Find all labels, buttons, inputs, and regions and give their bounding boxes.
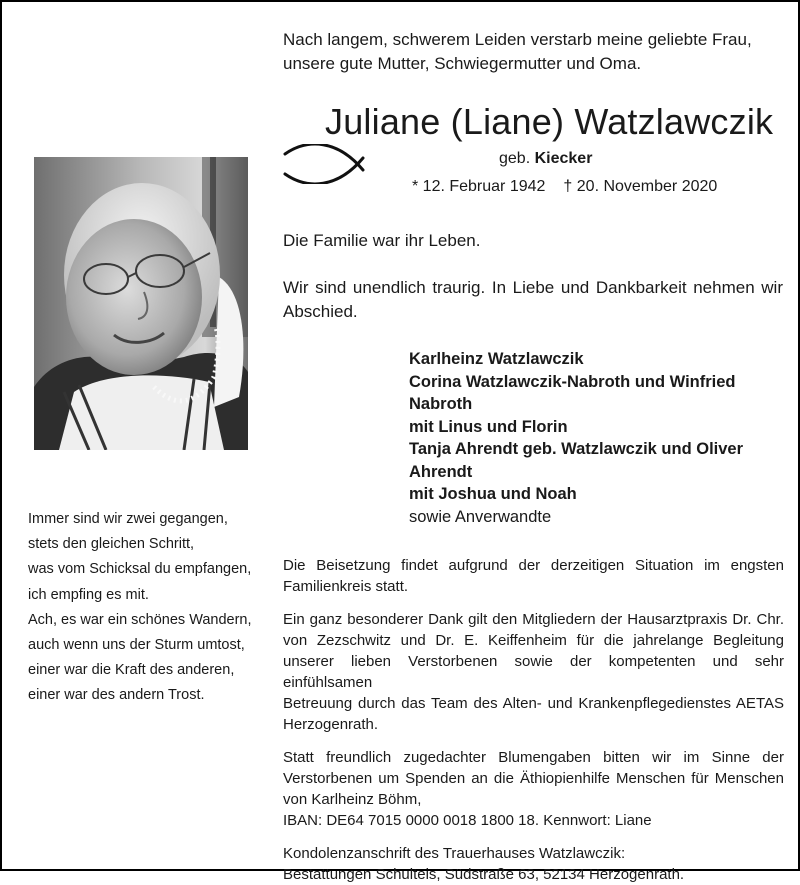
deceased-name: Juliane (Liane) Watzlawczik <box>325 101 774 142</box>
poem-line: Immer sind wir zwei gegangen, <box>28 511 228 527</box>
intro-line: Nach langem, schwerem Leiden verstarb meine geliebte Frau, <box>283 30 752 49</box>
mourner-line: mit Linus und Florin <box>409 417 568 436</box>
notice-line: IBAN: DE64 7015 0000 0018 1800 18. Kennwort: Liane <box>283 812 652 829</box>
notice-line: unserer lieben Verstorbenen sowie der kompetenten und sehr einfühlsamen <box>283 653 784 691</box>
donation-notice <box>283 747 784 831</box>
thanks-notice <box>283 609 784 735</box>
farewell-text: Wir sind unendlich traurig. In Liebe und Dankbarkeit nehmen wir Abschied. <box>283 278 783 321</box>
condolence-address <box>283 843 784 885</box>
funeral-notice <box>283 555 784 597</box>
intro-line: unsere gute Mutter, Schwiegermutter und Oma. <box>283 54 642 73</box>
notices <box>283 555 784 885</box>
maiden-surname: Kiecker <box>534 150 593 167</box>
maiden-prefix: geb. <box>499 150 535 167</box>
poem-line: was vom Schicksal du empfangen, <box>28 561 252 578</box>
notice-line: von Zezschwitz und Dr. E. Keiffenheim für die jahrelange Begleitung <box>283 632 784 649</box>
notice-line: Statt freundlich zugedachter Blumengaben bitten wir im Sinne der <box>283 749 784 766</box>
notice-line: Die Beisetzung findet aufgrund der derzeitigen Situation im engsten <box>283 557 784 574</box>
mourners-list <box>409 348 789 528</box>
mourner-line: Tanja Ahrendt geb. Watzlawczik und Oliver <box>409 440 744 458</box>
death-date: † 20. November 2020 <box>563 178 718 195</box>
poem-line: stets den gleichen Schritt, <box>28 536 195 553</box>
poem-line: einer war die Kraft des anderen, <box>28 662 235 679</box>
poem-line: ich empfing es mit. <box>28 586 149 603</box>
portrait-image <box>34 157 248 450</box>
fish-icon <box>283 144 373 184</box>
notice-line: Ein ganz besonderer Dank gilt den Mitgliedern der Hausarztpraxis Dr. Chr. <box>283 611 784 628</box>
notice-line: von Karlheinz Böhm, <box>283 791 422 808</box>
portrait-photo <box>34 157 248 450</box>
mourner-line: Corina Watzlawczik-Nabroth und Winfried <box>409 372 736 391</box>
notice-line: Betreuung durch das Team des Alten- und Krankenpflegedienstes AETAS <box>283 695 784 712</box>
notice-line: Bestattungen Schulteis, Südstraße 63, 52134 Herzogenrath. <box>283 866 685 883</box>
relatives-line: sowie Anverwandte <box>409 507 552 526</box>
mourner-line: Karlheinz Watzlawczik <box>409 350 584 368</box>
mourner-line: mit Joshua und Noah <box>409 485 577 503</box>
intro-text <box>283 28 783 76</box>
notice-line: Familienkreis statt. <box>283 578 409 595</box>
poem-line: einer war des andern Trost. <box>28 687 205 704</box>
poem <box>28 507 258 709</box>
notice-line: Herzogenrath. <box>283 716 379 733</box>
family-life-text: Die Familie war ihr Leben. <box>283 231 481 250</box>
notice-line: Verstorbenen um Spenden an die Äthiopienhilfe Menschen für Menschen <box>283 770 784 787</box>
notice-line: Kondolenzanschrift des Trauerhauses Watzlawczik: <box>283 845 626 862</box>
mourner-line: Ahrendt <box>409 462 473 481</box>
birth-date: * 12. Februar 1942 <box>412 178 546 195</box>
life-dates <box>412 177 717 197</box>
poem-line: auch wenn uns der Sturm umtost, <box>28 637 245 654</box>
maiden-name <box>499 149 592 169</box>
mourner-line: Nabroth <box>409 395 473 413</box>
poem-line: Ach, es war ein schönes Wandern, <box>28 611 252 628</box>
